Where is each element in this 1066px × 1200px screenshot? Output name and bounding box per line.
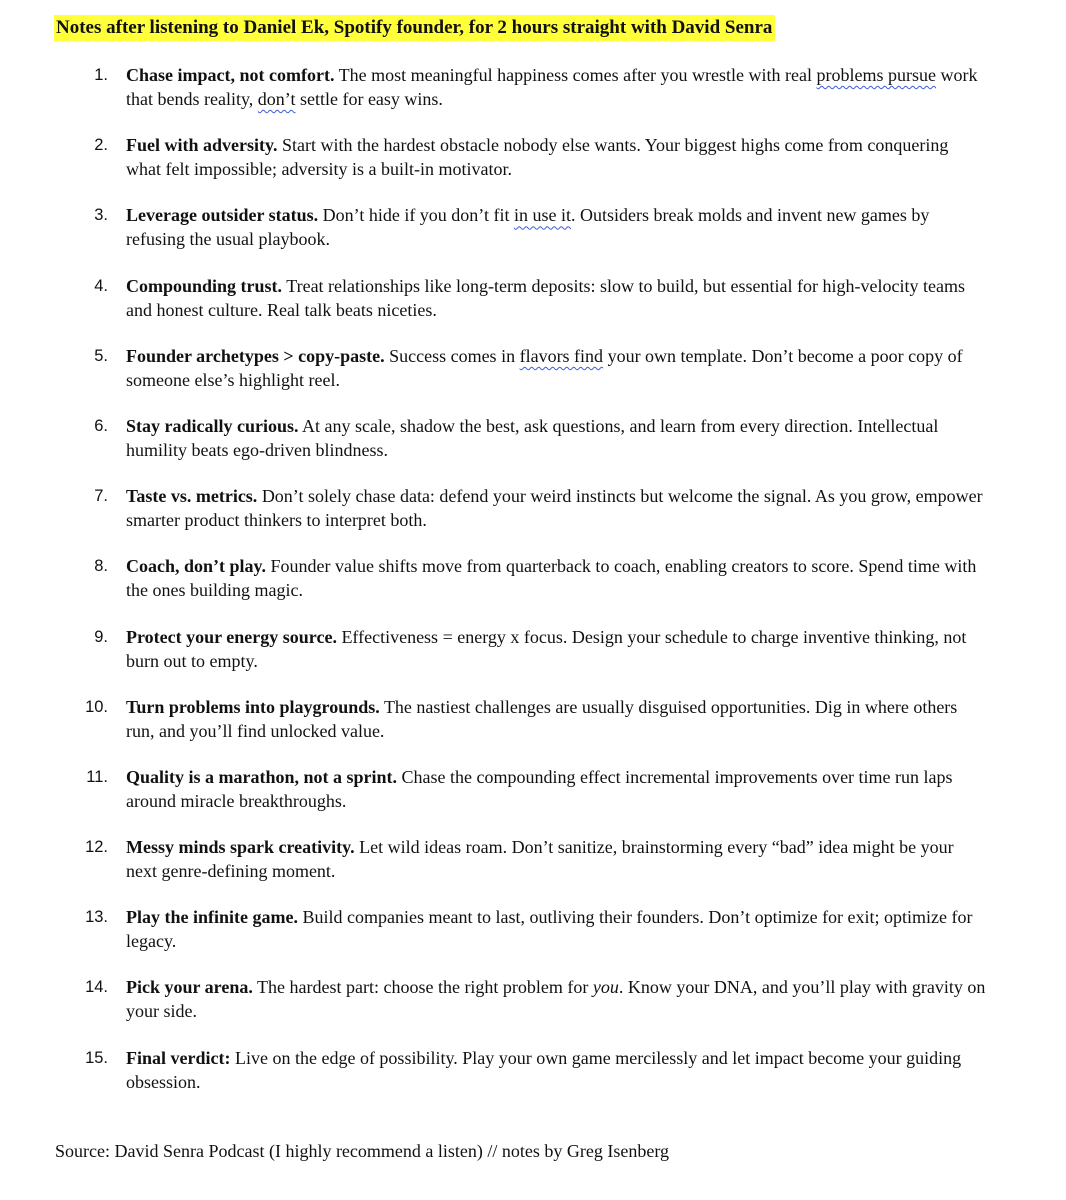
spellcheck-flag[interactable]: flavors find xyxy=(519,345,604,366)
spellcheck-flag[interactable]: problems pursue xyxy=(816,65,936,85)
item-heading: Play the infinite game. xyxy=(126,907,298,928)
spellcheck-flag[interactable]: in use it xyxy=(513,205,571,226)
list-item xyxy=(0,274,1066,344)
list-item xyxy=(0,835,1066,905)
item-text: settle for easy wins. xyxy=(295,89,443,109)
item-heading: Founder archetypes > copy-paste. xyxy=(126,345,385,366)
item-body xyxy=(126,1046,986,1094)
item-body xyxy=(126,554,986,602)
item-body xyxy=(126,695,986,743)
item-text: work that bends reality, xyxy=(126,65,978,109)
item-heading: Coach, don’t play. xyxy=(126,556,267,577)
item-body xyxy=(126,133,986,181)
item-heading: Protect your energy source. xyxy=(126,626,337,647)
item-text: . Outsiders break molds and invent new games by refusing the usual playbook. xyxy=(126,205,930,250)
item-number: 3. xyxy=(94,206,108,225)
item-text: Chase the compounding effect incremental improvements over time run laps around miracle breakthroughs. xyxy=(126,766,953,811)
item-body xyxy=(126,203,986,251)
item-emphasis: you xyxy=(592,977,619,998)
list-item xyxy=(0,625,1066,695)
item-text: Success comes in xyxy=(384,345,520,366)
item-body xyxy=(126,625,986,673)
item-text: Start with the hardest obstacle nobody else wants. Your biggest highs come from conquering what felt impossible; adversity is a built-in motivator. xyxy=(126,135,949,180)
item-number: 7. xyxy=(94,487,108,506)
item-heading: Pick your arena. xyxy=(126,977,253,998)
item-heading: Compounding trust. xyxy=(126,275,283,296)
item-number: 14. xyxy=(85,978,108,997)
item-text: The nastiest challenges are usually disguised opportunities. Dig in where others run, and you’ll find unlocked value. xyxy=(126,696,958,741)
item-number: 9. xyxy=(94,627,108,646)
list-item xyxy=(0,975,1066,1045)
list-item xyxy=(0,765,1066,835)
item-number: 2. xyxy=(94,136,108,155)
list-item xyxy=(0,414,1066,484)
item-number: 8. xyxy=(94,557,108,576)
item-text: Don’t solely chase data: defend your weird instincts but welcome the signal. As you grow, empower smarter product thinkers to interpret both. xyxy=(126,486,983,531)
item-text: Live on the edge of possibility. Play your own game mercilessly and let impact become your guiding obsession. xyxy=(126,1047,962,1092)
source-credit: Source: David Senra Podcast (I highly recommend a listen) // notes by Greg Isenberg xyxy=(55,1141,670,1161)
item-text: . Know your DNA, and you’ll play with gravity on your side. xyxy=(126,977,986,1022)
item-number: 4. xyxy=(94,276,108,295)
item-body xyxy=(126,274,986,322)
item-heading: Taste vs. metrics. xyxy=(126,486,258,507)
item-heading: Leverage outsider status. xyxy=(126,205,319,226)
item-text: Treat relationships like long-term deposits: slow to build, but essential for high-velocity teams and honest culture. Real talk beats niceties. xyxy=(126,275,965,320)
item-body xyxy=(126,905,986,953)
item-number: 15. xyxy=(85,1048,108,1067)
item-text: Don’t hide if you don’t fit xyxy=(318,205,514,226)
item-number: 1. xyxy=(94,66,108,84)
list-item xyxy=(0,203,1066,273)
list-item xyxy=(0,133,1066,203)
item-number: 10. xyxy=(85,697,108,716)
item-heading: Messy minds spark creativity. xyxy=(126,837,355,858)
item-heading: Quality is a marathon, not a sprint. xyxy=(126,766,398,787)
item-number: 11. xyxy=(86,767,108,786)
item-heading: Turn problems into playgrounds. xyxy=(126,696,380,717)
item-text: The most meaningful happiness comes after you wrestle with real xyxy=(334,65,817,85)
list-item xyxy=(0,905,1066,975)
list-item xyxy=(0,344,1066,414)
item-body xyxy=(126,765,986,813)
list-item xyxy=(0,695,1066,765)
item-number: 6. xyxy=(94,416,108,435)
item-number: 13. xyxy=(85,908,108,927)
item-text: The hardest part: choose the right problem for xyxy=(252,977,593,998)
item-body xyxy=(126,975,986,1023)
item-text: At any scale, shadow the best, ask questions, and learn from every direction. Intellectual humility beats ego-driven blindness. xyxy=(126,415,939,460)
page-title: Notes after listening to Daniel Ek, Spotify founder, for 2 hours straight with David Senra xyxy=(54,15,775,41)
item-body xyxy=(126,414,986,462)
notes-list xyxy=(0,63,1066,1116)
item-number: 12. xyxy=(85,838,108,857)
list-item xyxy=(0,1046,1066,1116)
spellcheck-flag[interactable]: don’t xyxy=(257,89,296,109)
item-body xyxy=(126,484,986,532)
item-text: Let wild ideas roam. Don’t sanitize, brainstorming every “bad” idea might be your next genre-defining moment. xyxy=(126,837,954,882)
item-text: Founder value shifts move from quarterback to coach, enabling creators to score. Spend time with the ones building magic. xyxy=(126,556,977,601)
item-body xyxy=(126,835,986,883)
item-heading: Fuel with adversity. xyxy=(126,135,278,156)
item-text: Build companies meant to last, outliving their founders. Don’t optimize for exit; optimize for legacy. xyxy=(126,907,973,952)
list-item xyxy=(0,554,1066,624)
list-item xyxy=(0,63,1066,133)
item-text: Effectiveness = energy x focus. Design your schedule to charge inventive thinking, not burn out to empty. xyxy=(126,626,967,671)
list-item xyxy=(0,484,1066,554)
item-text: your own template. Don’t become a poor copy of someone else’s highlight reel. xyxy=(126,345,963,390)
item-heading: Final verdict: xyxy=(126,1047,231,1068)
item-body xyxy=(126,63,986,111)
item-number: 5. xyxy=(94,346,108,365)
item-heading: Chase impact, not comfort. xyxy=(126,65,335,85)
item-heading: Stay radically curious. xyxy=(126,415,299,436)
item-body xyxy=(126,344,986,392)
